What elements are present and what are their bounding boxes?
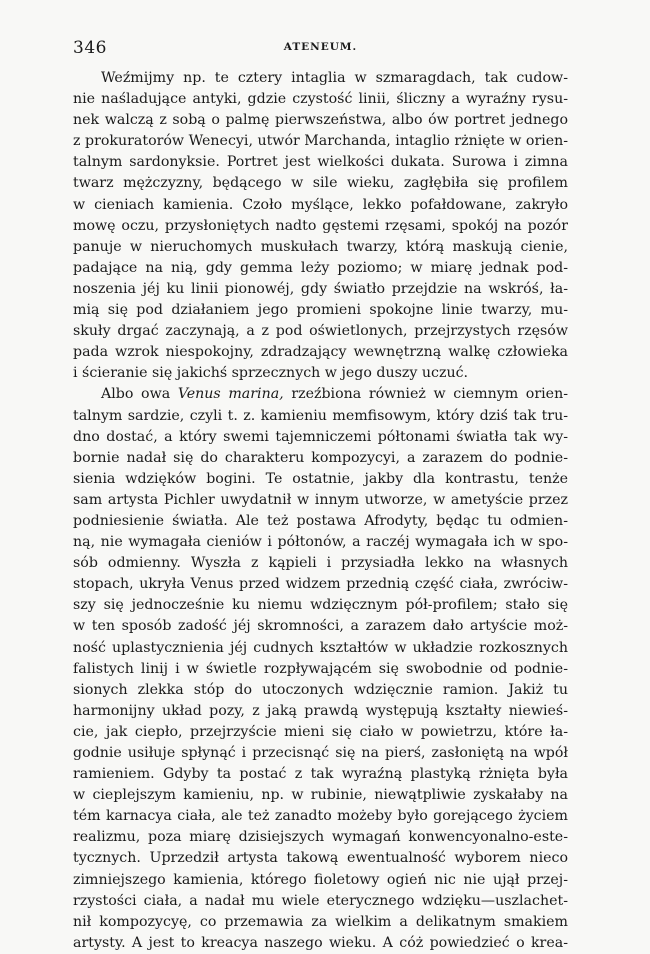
text-fragment: rzeźbiona również w ciemnym orien- bbox=[283, 386, 568, 403]
text-line: tém karnacya ciała, ale też zanadto możeby było gorejącego życiem bbox=[73, 808, 568, 825]
text-line: cie, jak ciepło, przejrzyście mieni się ciało w powietrzu, które ła- bbox=[73, 723, 568, 740]
text-line: mowę oczu, przysłoniętych nadto gęstemi rzęsami, spokój na pozór bbox=[73, 217, 568, 234]
text-line: zimniejszego kamienia, którego fioletowy ogień nic nie ujął przej- bbox=[73, 871, 568, 888]
text-line: godnie usiłuje spłynąć i przecisnąć się na pierś, zasłoniętą na wpół bbox=[73, 745, 568, 761]
text-line: mią się pod działaniem jego promieni spokojne linie twarzy, mu- bbox=[73, 302, 568, 319]
text-line: rzystości ciała, a nadał mu wiele eterycznego wdzięku—uszlachet- bbox=[73, 892, 568, 909]
text-line bbox=[73, 384, 568, 405]
text-line: nie naśladujące antyki, gdzie czystość linii, śliczny a wyraźny rysu- bbox=[73, 91, 568, 108]
text-line: tycznych. Uprzedził artysta takową ewentualność wyborem nieco bbox=[73, 850, 568, 867]
text-line: sam artysta Pichler uwydatnił w innym utworze, w ametyście przez bbox=[73, 491, 568, 508]
paragraph bbox=[73, 384, 568, 954]
italic-title: Venus marina, bbox=[177, 386, 284, 403]
text-line: pada wzrok niespokojny, zdradzający wewnętrzną walkę człowieka bbox=[73, 344, 568, 361]
text-line: falistych linij i w świetle rozpływającém się swobodnie od podnie- bbox=[73, 660, 568, 677]
text-line: w cieniach kamienia. Czoło myślące, lekko pofałdowane, zakryło bbox=[73, 196, 568, 213]
text-line: panuje w nieruchomych muskułach twarzy, którą maskują cienie, bbox=[73, 238, 568, 255]
text-line: sienia wdzięków bogini. Te ostatnie, jakby dla kontrastu, tenże bbox=[73, 470, 568, 487]
text-line: szy się jednocześnie ku niemu wdzięcznym pół-profilem; stało się bbox=[73, 597, 568, 614]
text-line: sionych zlekka stóp do utoczonych wdzięcznie ramion. Jakiż tu bbox=[73, 681, 568, 698]
text-line: stopach, ukryła Venus przed widzem przednią część ciała, zwróciw- bbox=[73, 576, 568, 593]
page-number: 346 bbox=[73, 38, 107, 58]
text-fragment: Albo owa bbox=[101, 386, 178, 403]
text-line: w ten sposób zadość jéj skromności, a zarazem dało artyście moż- bbox=[73, 618, 568, 635]
text-line: nił kompozycyę, co przemawia za wielkim a delikatnym smakiem bbox=[73, 913, 568, 930]
text-line: bornie nadał się do charakteru kompozycyi, a zarazem do podnie- bbox=[73, 449, 568, 466]
text-line: talnym sardonyksie. Portret jest wielkości dukata. Surowa i zimna bbox=[73, 154, 568, 171]
text-line: ną, nie wymagała cieniów i półtonów, a raczéj wymagała ich w spo- bbox=[73, 534, 568, 551]
text-line: twarz mężczyzny, będącego w sile wieku, zagłębiła się profilem bbox=[73, 175, 568, 192]
text-line: nek walczą z sobą o palmę pierwszeństwa, albo ów portret jednego bbox=[73, 112, 568, 129]
text-line: skuły drgać zaczynają, a z pod oświetlonych, przejrzystych rzęsów bbox=[73, 323, 568, 340]
text-line: noszenia jéj ku linii pionowéj, gdy światło przejdzie na wskróś, ła- bbox=[73, 280, 568, 297]
text-line: z prokuratorów Wenecyi, utwór Marchanda, intaglio rżnięte w orien- bbox=[73, 133, 568, 150]
text-line: Weźmijmy np. te cztery intaglia w szmaragdach, tak cudow- bbox=[101, 70, 568, 86]
text-line: ność uplastycznienia jéj cudnych kształtów w układzie rozkosznych bbox=[73, 639, 568, 656]
text-line: talnym sardzie, czyli t. z. kamieniu memfisowym, który dziś tak tru- bbox=[73, 407, 568, 424]
text-line: i ścieranie się jakichś sprzecznych w jego duszy uczuć. bbox=[73, 365, 469, 382]
text-line: w cieplejszym kamieniu, np. w rubinie, niewątpliwie zyskałaby na bbox=[73, 787, 568, 804]
text-line: sób odmienny. Wyszła z kąpieli i przysiadła lekko na własnych bbox=[73, 555, 568, 572]
text-line: artysty. A jest to kreacya naszego wieku. A cóż powiedzieć o krea- bbox=[73, 934, 568, 951]
text-line: harmonijny układ pozy, z jaką prawdą występują kształty niewieś- bbox=[73, 702, 568, 719]
page-header bbox=[73, 38, 568, 60]
text-line: ramieniem. Gdyby ta postać z tak wyraźną plastyką rżnięta była bbox=[73, 766, 568, 783]
text-line: realizmu, poza miarę dzisiejszych wymagań konwencyonalno-este- bbox=[73, 829, 568, 846]
paragraph bbox=[73, 68, 568, 384]
body-text bbox=[73, 68, 568, 954]
text-line: podniesienie światła. Ale też postawa Afrodyty, będąc tu odmien- bbox=[73, 512, 568, 529]
text-line: padające na nią, gdy gemma leży poziomo; w miarę jednak pod- bbox=[73, 259, 568, 276]
text-line: dno dostać, a który swemi tajemniczemi półtonami światła tak wy- bbox=[73, 428, 568, 445]
running-title: ATENEUM. bbox=[283, 41, 358, 53]
